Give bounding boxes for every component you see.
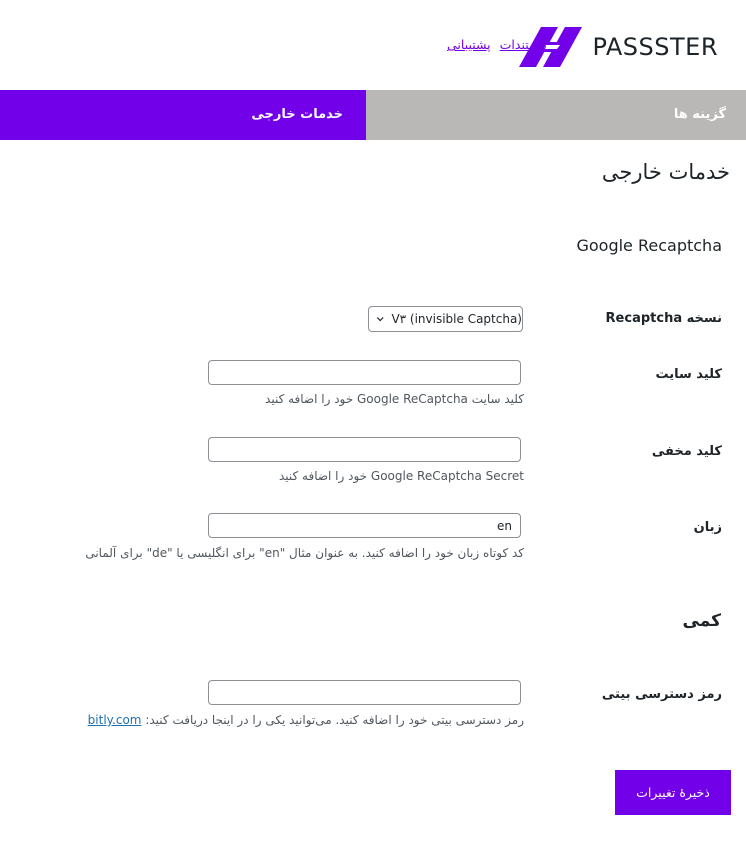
support-link[interactable]: پشتیبانی [447, 37, 491, 52]
header-links [447, 37, 547, 52]
site-key-input[interactable] [209, 361, 520, 384]
tab-external-services-label: خدمات خارجی [251, 107, 343, 122]
tab-bar [0, 90, 746, 140]
bitly-token-field[interactable] [208, 680, 521, 705]
recaptcha-version-value: V۳ (invisible Captcha) [391, 312, 522, 326]
chevron-down-icon [375, 312, 385, 326]
bitly-token-input[interactable] [209, 681, 520, 704]
site-key-label: کلید سایت [655, 367, 722, 382]
bitly-link[interactable]: bitly.com [87, 713, 142, 727]
docs-link[interactable]: مستندات [499, 37, 547, 52]
site-key-description: کلید سایت Google ReCaptcha خود را اضافه کنید [265, 392, 524, 406]
tab-external-services[interactable] [0, 90, 366, 140]
secret-key-field[interactable] [208, 437, 521, 462]
secret-key-label: کلید مخفی [651, 444, 722, 459]
bitly-token-description [88, 713, 524, 727]
language-description: کد کوتاه زبان خود را اضافه کنید. به عنوان مثال "en" برای انگلیسی یا "de" برای آلمانی [85, 546, 524, 560]
language-input[interactable] [209, 514, 520, 537]
language-label: زبان [693, 520, 722, 535]
secret-key-input[interactable] [209, 438, 520, 461]
bitly-token-description-text: رمز دسترسی بیتی خود را اضافه کنید. می‌توانید یکی را در اینجا دریافت کنید: [145, 713, 524, 727]
site-key-field[interactable] [208, 360, 521, 385]
section-title-recaptcha: Google Recaptcha [576, 236, 722, 255]
secret-key-description: Google ReCaptcha Secret خود را اضافه کنید [278, 469, 524, 483]
save-button[interactable]: ذخیرهٔ تغییرات [615, 770, 731, 815]
page-title: خدمات خارجی [601, 160, 730, 184]
section-title-kami: کمی [682, 611, 721, 631]
bitly-token-label: رمز دسترسی بیتی [601, 687, 722, 702]
tab-options-label: گزینه ها [673, 107, 726, 122]
language-field[interactable] [208, 513, 521, 538]
logo-text: PASSSTER [592, 33, 718, 61]
recaptcha-version-select[interactable] [368, 306, 523, 332]
recaptcha-version-label: نسخه Recaptcha [605, 311, 722, 326]
tab-options[interactable] [366, 90, 746, 140]
